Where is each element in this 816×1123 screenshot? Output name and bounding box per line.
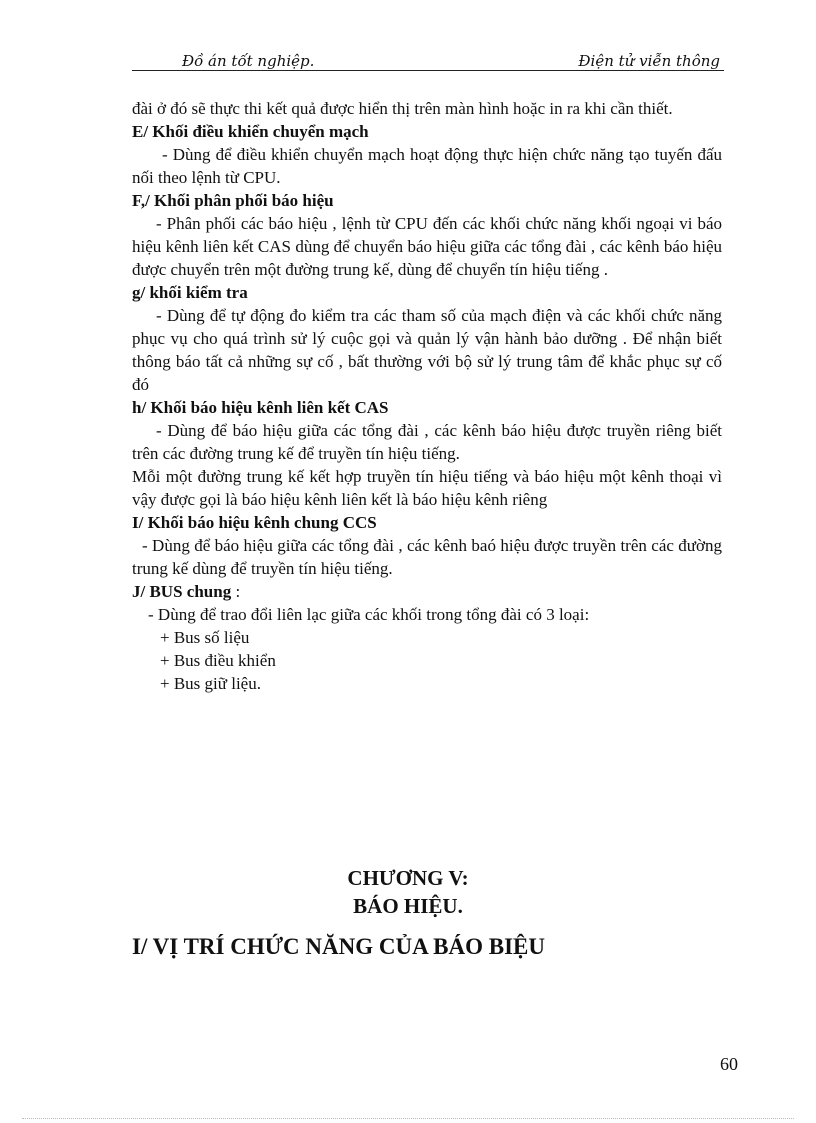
section-f-heading: F,/ Khối phân phối báo hiệu (132, 191, 334, 210)
header-left-title: Đồ án tốt nghiệp. (182, 52, 315, 70)
section-g-text: - Dùng để tự động đo kiểm tra các tham số của mạch điện và các khối chức năng phục vụ cho quá trình sử lý cuộc gọi và quản lý vận hành bảo dưỡng . Để nhận biết thông báo tất cả những sự cố , bất thường với bộ sử lý trung tâm để khắc phục sự cố đó (132, 306, 722, 394)
section-j-heading: J/ BUS chung (132, 582, 232, 601)
section-e-heading: E/ Khối điều khiển chuyển mạch (132, 122, 369, 141)
chapter-number: CHƯƠNG V: (347, 866, 469, 890)
section-j-text: - Dùng để trao đổi liên lạc giữa các khối trong tổng đài có 3 loại: (148, 605, 590, 624)
section-i-text: - Dùng để báo hiệu giữa các tổng đài , các kênh baó hiệu được truyền trên các đường trung kế dùng để truyền tín hiệu tiếng. (132, 536, 722, 578)
section-h-text: - Dùng để báo hiệu giữa các tổng đài , các kênh báo hiệu được truyền riêng biết trên các đường trung kế để truyền tín hiệu tiếng. (132, 421, 722, 463)
document-body (132, 97, 722, 695)
bus-list-item: + Bus điều khiển (160, 651, 276, 670)
section-h-heading: h/ Khối báo hiệu kênh liên kết CAS (132, 398, 389, 417)
bus-list-item: + Bus số liệu (160, 628, 250, 647)
page-number: 60 (720, 1054, 738, 1074)
section-i-heading: I/ Khối báo hiệu kênh chung CCS (132, 513, 377, 532)
intro-paragraph: đài ở đó sẽ thực thi kết quả được hiển thị trên màn hình hoặc in ra khi cần thiết. (132, 99, 673, 118)
section-g-heading: g/ khối kiểm tra (132, 283, 248, 302)
section-j-heading-line (132, 580, 722, 603)
header-right-title: Điện tử viễn thông (578, 52, 720, 70)
section-j-colon: : (231, 582, 241, 601)
section-h-text-2: Mỗi một đường trung kế kết hợp truyền tín hiệu tiếng và báo hiệu một kênh thoại vì vậy được gọi là báo hiệu kênh liên kết là báo hiệu kênh riêng (132, 467, 722, 509)
chapter-title: BÁO HIỆU. (353, 894, 463, 918)
section-title: I/ VỊ TRÍ CHỨC NĂNG CỦA BÁO BIỆU (132, 934, 546, 959)
section-e-text: - Dùng để điều khiển chuyển mạch hoạt động thực hiện chức năng tạo tuyến đấu nối theo lệnh từ CPU. (132, 145, 722, 187)
section-f-text: - Phân phối các báo hiệu , lệnh từ CPU đến các khối chức năng khối ngoại vi báo hiệu kênh liên kết CAS dùng để chuyển báo hiệu giữa các tổng đài , các kênh báo hiệu được chuyển trên một đường trung kế, dùng để chuyển tín hiệu tiếng . (132, 214, 722, 279)
page-bottom-divider (22, 1118, 794, 1119)
page-header (132, 52, 724, 71)
bus-list-item: + Bus giữ liệu. (160, 674, 261, 693)
